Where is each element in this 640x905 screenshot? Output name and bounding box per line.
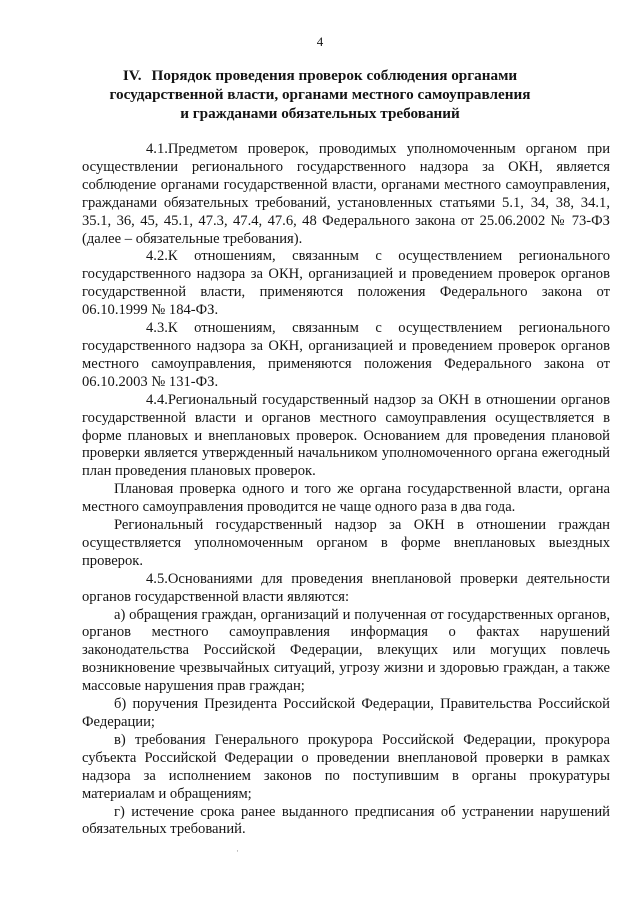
scan-artifact-mark: · [236,846,239,856]
paragraph-text: Предметом проверок, проводимых уполномоченным органом при осуществлении регионального государственного надзора за ОКН, является соблюдение органами государственной власти, органами местного самоуправления, гражданами обязательных требований, установленных статьями 5.1, 34, 38, 34.1, 35.1, 36, 45, 45.1, 47.3, 47.4, 47.6, 48 Федерального закона от 25.06.2002 № 73-ФЗ (далее – обязательные требования). [82,141,610,247]
paragraph-text: К отношениям, связанным с осуществлением регионального государственного надзора за ОКН, организацией и проведением проверок органов государственной власти, применяются положения Федерального закона от 06.10.1999 № 184-ФЗ. [82,248,610,319]
paragraph-planned-frequency [82,481,610,517]
paragraph-4-3 [82,320,610,392]
section-title-line-2: государственной власти, органами местного самоуправления [109,86,531,103]
paragraph-text: Плановая проверка одного и того же органа государственной власти, органа местного самоуправления проводится не чаще одного раза в два года. [82,481,610,516]
section-roman-numeral: IV. [122,67,142,84]
list-item-text: б) поручения Президента Российской Федерации, Правительства Российской Федерации; [82,696,610,730]
list-item-b [82,696,610,732]
paragraph-number: 4.2. [146,248,168,265]
paragraph-text: Региональный государственный надзор за ОКН в отношении органов государственной власти и органов местного самоуправления осуществляется в форме плановых и внеплановых проверок. Основанием для проведения плановой проверки является утвержденный начальником уполномоченного органа ежегодный план проведения плановых проверок. [82,391,610,480]
paragraph-4-4 [82,392,610,482]
section-title-line-3: и гражданами обязательных требований [180,105,460,122]
list-item-v [82,732,610,804]
paragraph-text: К отношениям, связанным с осуществлением регионального государственного надзора за ОКН, организацией и проведением проверок органов местного самоуправления, применяются положения Федерального закона от 06.10.2003 № 131-ФЗ. [82,320,610,390]
document-body [82,141,610,839]
paragraph-citizens-supervision [82,517,610,571]
list-item-text: в) требования Генерального прокурора Российской Федерации, прокурора субъекта Российской Федерации о проведении внеплановой проверки в рамках надзора за исполнением законов по поступившим в органы прокуратуры материалам и обращениям; [82,731,610,802]
paragraph-text: Региональный государственный надзор за ОКН в отношении граждан осуществляется уполномоченным органом в форме внеплановых выездных проверок. [82,517,610,569]
list-item-a [82,607,610,697]
page-number: 4 [316,34,324,49]
paragraph-text: Основаниями для проведения внеплановой проверки деятельности органов государственной власти являются: [82,570,610,605]
section-heading-line-1 [82,66,558,85]
list-item-text: г) истечение срока ранее выданного предписания об устранении нарушений обязательных требований. [82,803,610,838]
paragraph-number: 4.4. [146,391,168,408]
paragraph-4-1 [82,141,610,248]
paragraph-number: 4.3. [146,320,168,337]
list-item-g [82,804,610,840]
paragraph-number: 4.1. [146,141,168,157]
section-title-line-1: Порядок проведения проверок соблюдения органами [151,67,518,84]
list-item-text: а) обращения граждан, организаций и полученная от государственных органов, органов местного самоуправления информация о фактах нарушений законодательства Российской Федерации, влекущих или могущих повлечь возникновение чрезвычайных ситуаций, угрозу жизни и здоровью граждан, а также массовые нарушения прав граждан; [82,606,610,695]
section-heading [82,66,558,123]
paragraph-4-5 [82,571,610,607]
paragraph-4-2 [82,248,610,320]
paragraph-number: 4.5. [146,570,168,587]
